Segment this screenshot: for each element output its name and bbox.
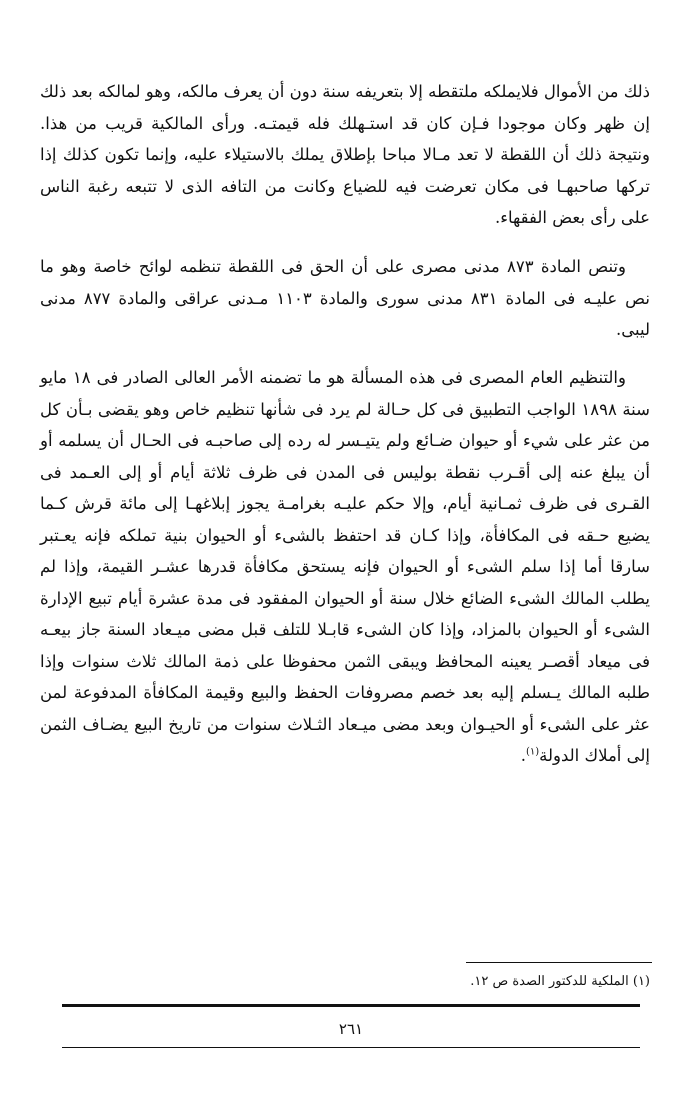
paragraph-2: وتنص المادة ٨٧٣ مدنى مصرى على أن الحق فى اللقطة تنظمه لوائح خاصة وهو ما نص عليـه فى المادة ٨٣١ مدنى سورى والمادة ١١٠٣ مـدنى عراقى والمادة ٨٧٧ مدنى ليبى. [40,257,650,339]
paragraph-1: ذلك من الأموال فلايملكه ملتقطه إلا بتعريفه سنة دون أن يعرف مالكه، وهو لمالكه بعد ذلك إن ظهر وكان موجودا فـإن كان قد استـهلك فله قيمتـه. ورأى المالكية قريب من هذا. ونتيجة ذلك أن اللقطة لا تعد مـالا مباحا بإطلاق يملك بالاستيلاء عليه، وإنما تكون كذلك إذا تركها صاحبهـا فى مكان تعرضت فيه للضياع وكانت من التافه الذى لا تتبعه رغبة الناس على رأى بعض الفقهاء. [40,82,650,227]
paragraph-3 [40,362,650,772]
footer-rule-bottom [62,1047,640,1048]
footnote-divider [466,962,652,963]
paragraph-3-end: . [520,746,526,765]
page-number: ٢٦١ [338,1020,364,1038]
footnote: (١) الملكية للدكتور الصدة ص ١٢. [470,974,650,989]
footnote-reference: (١) [525,746,540,758]
footer-rule-top [62,1004,640,1007]
paragraph-3-text: والتنظيم العام المصرى فى هذه المسألة هو ما تضمنه الأمر العالى الصادر فى ١٨ مايو سنة ١٨٩٨ الواجب التطبيق فى كل حـالة لم يرد فى شأنها تنظيم خاص وهو يقضى بـأن كل من عثر على شيء أو حيوان ضـائع ولم يتيـسر له رده إلى صاحبـه فى الحـال أن يسلمه أو أن يبلغ عنه إلى أقـرب نقطة بوليس فى المدن فى ظرف ثلاثة أيام أو إلى العـمد فى القـرى فى ظرف ثمـانية أيام، وإلا حكم عليـه بغرامـة يجوز إبلاغهـا إلى مائة قرش كـما يضيع حـقه فى المكافأة، وإذا كـان قد احتفظ بالشىء أو الحيوان بنية تملكه فإنه يعـتبر سارقا أما إذا سلم الشىء أو الحيوان فإنه يستحق مكافأة قدرها عشـر القيمة، وإذا لم يطلب المالك الشىء الضائع خلال سنة أو الحيوان المفقود فى مدة عشرة أيام تبيع الإدارة الشىء أو الحيوان بالمزاد، وإذا كان الشىء قابـلا للتلف قبل مضى ميـعاد السنة جاز بيعـه فى ميعاد أقصـر يعينه المحافظ ويبقى الثمن محفوظا على ذمة المالك ثلاث سنوات وإذا طلبه المالك يـسلم إليه بعد خصم مصروفات الحفظ والبيع وقيمة المكافأة المدفوعة لمن عثر على الشىء أو الحيـوان وبعد مضى ميـعاد الثـلاث سنوات من تاريخ البيع يضـاف الثمن إلى أملاك الدولة [40,368,650,765]
